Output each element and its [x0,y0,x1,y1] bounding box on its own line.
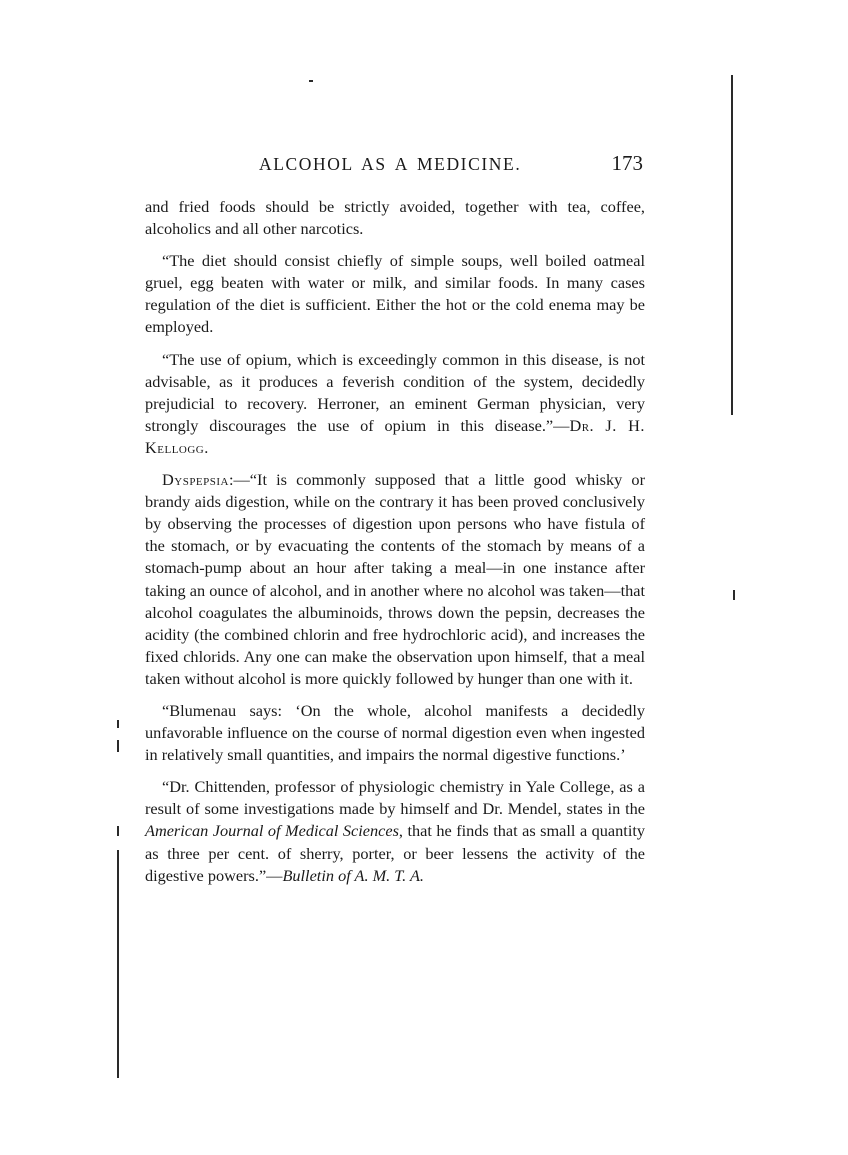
paragraph-text: , that he finds that as small a quantity as three per cent. of sherry, porter, or beer lessens the activity of the digestive powers.”— [145,821,646,885]
attribution-kellogg: Dr. J. H. Kellogg. [145,415,645,457]
scan-edge-line-left [117,850,119,1078]
paragraph-dyspepsia [145,469,645,690]
paragraph-chittenden [145,776,645,886]
paragraph-text: “Blumenau says: ‘On the whole, alcohol manifests a decidedly unfavorable influence on the course of normal digestion even when ingested in relatively small quantities, and impairs the normal digestive functions.’ [145,700,645,765]
scan-edge-tick-right [733,590,735,600]
paragraph-text: “The use of opium, which is exceedingly common in this disease, is not advisable, as it produces a feverish condition of the system, decidedly prejudicial to recovery. Herroner, an eminent German physician, very strongly discourages the use of opium in this disease.”— [145,349,645,435]
paragraph-text: :—“It is commonly supposed that a little good whisky or brandy aids digestion, while on the contrary it has been proved conclusively by observing the processes of digestion upon persons who have fistula of the stomach, or by evacuating the contents of the stomach by means of a stomach-pump about an hour after taking a meal—in one instance after taking an ounce of alcohol, and in another where no alcohol was taken—that alcohol coagulates the albuminoids, throws down the pepsin, decreases the acidity (the combined chlorin and free hydrochloric acid), and increases the fixed chlorids. Any one can make the observation upon himself, that a meal taken without alcohol is more quickly followed by hunger than one with it. [145,470,645,688]
running-header [145,152,645,182]
journal-title: American Journal of Medical Sciences [145,821,399,841]
scan-edge-line-right [731,75,733,415]
paragraph-opium [145,349,645,459]
paragraph-continuation [145,196,645,240]
scan-edge-tick-left-3 [117,826,119,836]
scan-edge-tick-left-1 [117,720,119,728]
body-text [145,196,645,897]
paragraph-blumenau [145,700,645,766]
running-title: ALCOHOL AS A MEDICINE. [259,154,522,174]
paragraph-text: “Dr. Chittenden, professor of physiologic chemistry in Yale College, as a result of some investigations made by himself and Dr. Mendel, states in the [145,777,645,819]
scan-edge-tick-left-2 [117,740,119,752]
source-citation: Bulletin of A. M. T. A. [282,865,425,885]
section-lead-dyspepsia: Dyspepsia [162,470,229,490]
scan-speck [309,80,313,82]
paragraph-diet [145,250,645,338]
page-number: 173 [611,151,643,175]
paragraph-text: “The diet should consist chiefly of simple soups, well boiled oatmeal gruel, egg beaten with water or milk, and similar foods. In many cases regulation of the diet is sufficient. Either the hot or the cold enema may be employed. [145,251,645,337]
paragraph-text: and fried foods should be strictly avoided, together with tea, coffee, alcoholics and all other narcotics. [145,197,645,239]
